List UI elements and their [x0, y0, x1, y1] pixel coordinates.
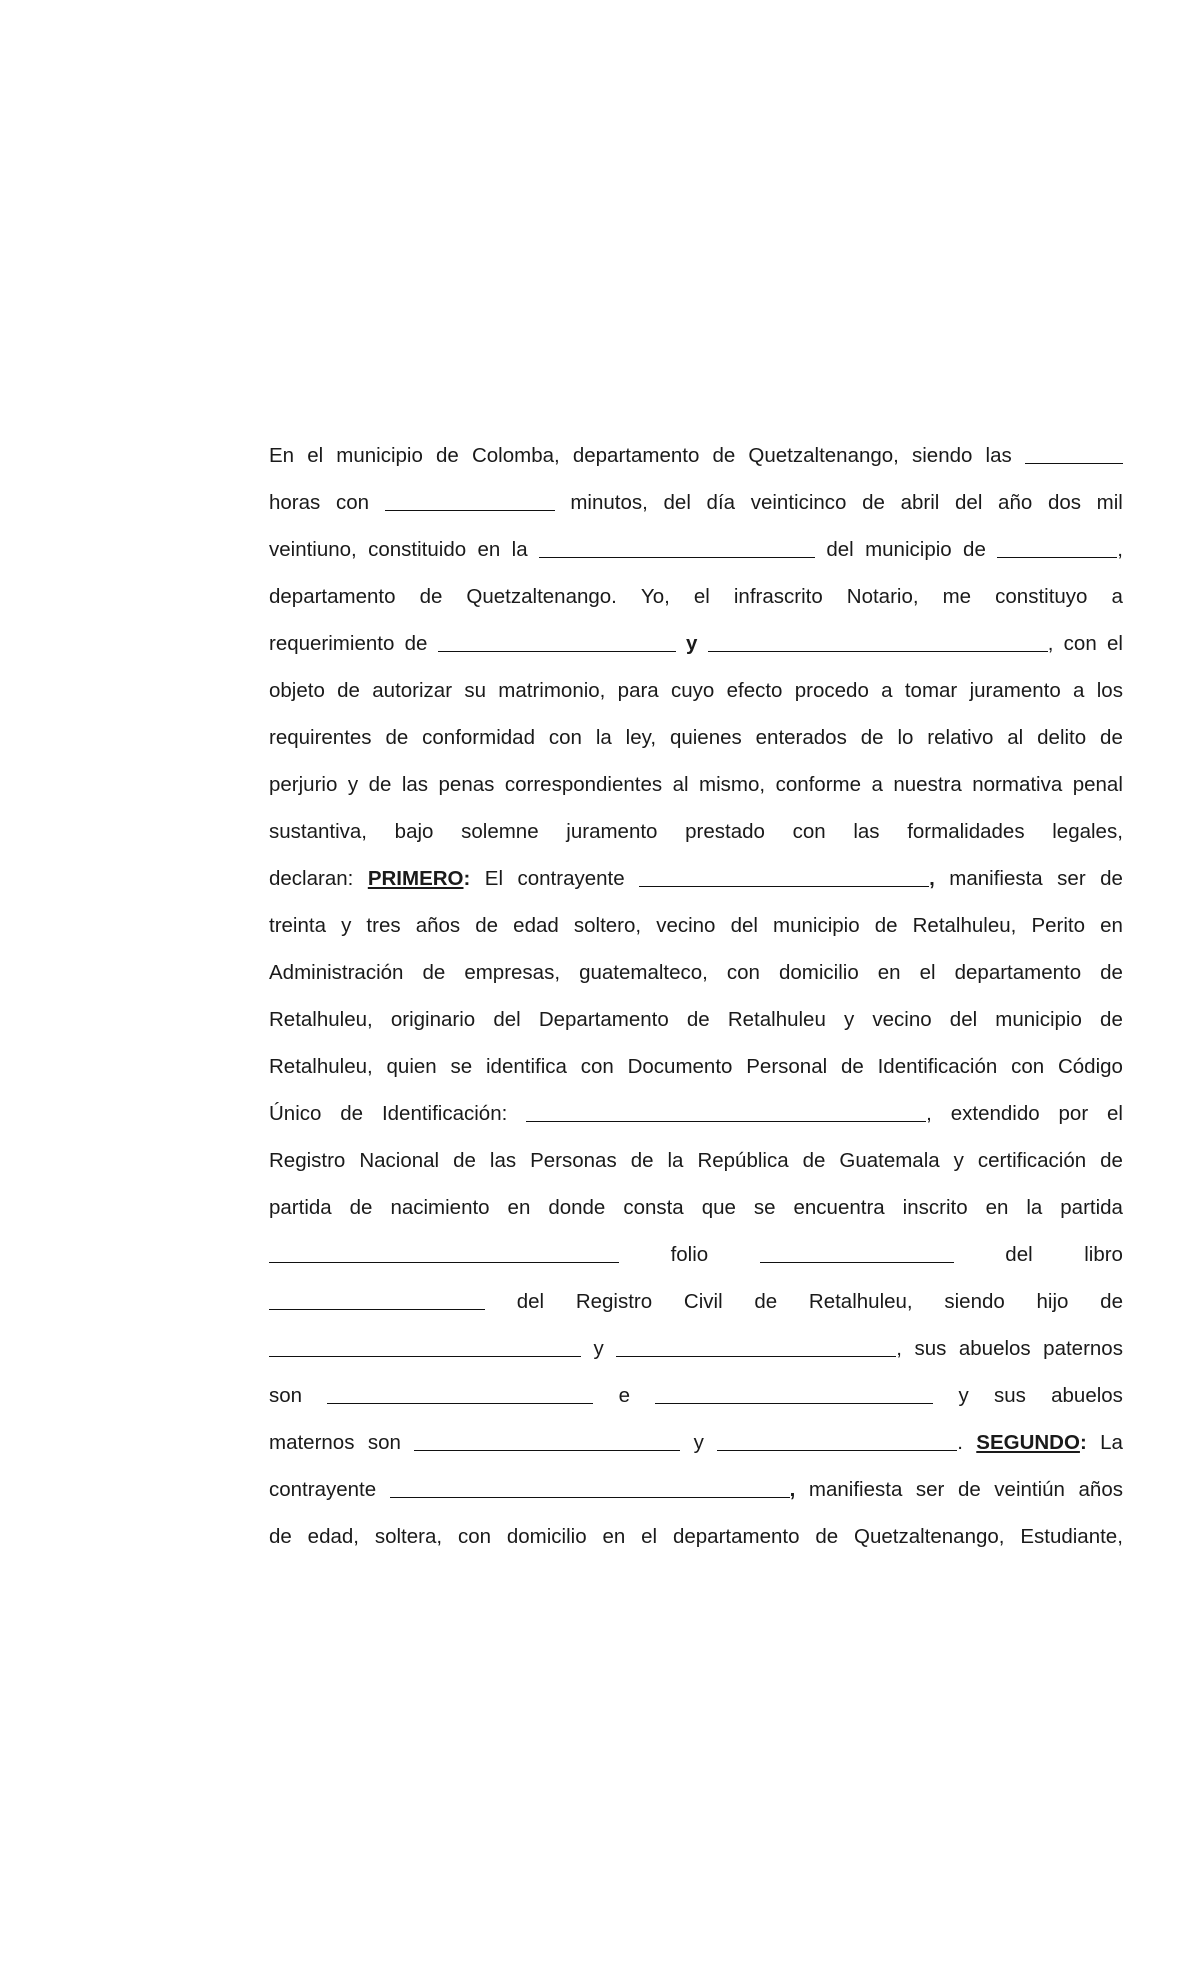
- word: maternos: [269, 1431, 355, 1454]
- word: objeto: [269, 679, 325, 702]
- word: contrayente: [517, 867, 625, 890]
- word: departamento: [954, 961, 1082, 984]
- word: para: [617, 679, 659, 702]
- word-bold: y: [686, 632, 698, 655]
- line-21: [269, 1381, 1123, 1411]
- word: ,: [926, 1102, 932, 1125]
- blank-paternal-grandfather[interactable]: [327, 1383, 593, 1404]
- blank-bride-name[interactable]: [390, 1477, 790, 1498]
- word: penal: [1072, 773, 1123, 796]
- word: Departamento: [538, 1008, 669, 1031]
- word: matrimonio,: [498, 679, 606, 702]
- word: sustantiva,: [269, 820, 367, 843]
- word: delito: [1037, 726, 1087, 749]
- word: vecino: [656, 914, 716, 937]
- blank-place[interactable]: [539, 537, 815, 558]
- blank-minutes[interactable]: [385, 490, 555, 511]
- word: La: [1100, 1431, 1123, 1454]
- blank-municipality[interactable]: [997, 537, 1117, 558]
- word: efecto: [726, 679, 783, 702]
- blank-maternal-grandmother[interactable]: [717, 1430, 957, 1451]
- word: departamento: [572, 444, 700, 467]
- word: mismo,: [699, 773, 766, 796]
- word: de: [475, 914, 499, 937]
- word: edad: [513, 914, 559, 937]
- line-12: [269, 958, 1123, 988]
- word: del: [516, 1290, 545, 1313]
- word: El: [484, 867, 504, 890]
- blank-group: [997, 535, 1123, 565]
- word: la: [595, 726, 612, 749]
- word: del: [1005, 1243, 1033, 1266]
- blank-group: [526, 1099, 932, 1129]
- word: siendo: [944, 1290, 1005, 1313]
- word: constituido: [368, 538, 467, 561]
- line-19: [269, 1287, 1123, 1317]
- word: extendido: [950, 1102, 1040, 1125]
- word: mil: [1096, 491, 1123, 514]
- word: siendo: [912, 444, 973, 467]
- word: originario: [390, 1008, 476, 1031]
- word: de: [874, 914, 898, 937]
- word: horas: [269, 491, 321, 514]
- line-14: [269, 1052, 1123, 1082]
- word: consta: [623, 1196, 684, 1219]
- word: vecino: [872, 1008, 932, 1031]
- word: correspondientes: [504, 773, 663, 796]
- word: de: [862, 491, 885, 514]
- line-4: [269, 582, 1123, 612]
- line-15: [269, 1099, 1123, 1129]
- word: Notario,: [846, 585, 919, 608]
- word: legales,: [1052, 820, 1123, 843]
- blank-partida[interactable]: [269, 1242, 619, 1263]
- word: Quetzaltenango,: [854, 1525, 1005, 1548]
- word: y: [958, 1384, 969, 1407]
- line-1: [269, 441, 1123, 471]
- word: de: [340, 1102, 364, 1125]
- section-label-primero: PRIMERO: [367, 867, 464, 890]
- blank-group: [708, 629, 1054, 659]
- word: ,: [1047, 632, 1054, 655]
- word: de: [422, 961, 446, 984]
- word: inscrito: [902, 1196, 968, 1219]
- word: hijo: [1036, 1290, 1069, 1313]
- word: de: [754, 1290, 778, 1313]
- word: conformidad: [422, 726, 535, 749]
- word: de: [630, 1149, 654, 1172]
- line-6: [269, 676, 1123, 706]
- word: formalidades: [907, 820, 1025, 843]
- line-3: [269, 535, 1123, 565]
- word: Yo,: [640, 585, 670, 608]
- blank-group: [639, 864, 935, 894]
- word-bold: ,: [789, 1478, 796, 1501]
- word: contrayente: [269, 1478, 377, 1501]
- word: que: [701, 1196, 736, 1219]
- word: a: [881, 679, 893, 702]
- word: con: [1011, 1055, 1045, 1078]
- word: conforme: [775, 773, 862, 796]
- word: domicilio: [778, 961, 859, 984]
- word: del: [730, 914, 758, 937]
- blank-folio[interactable]: [760, 1242, 954, 1263]
- word: manifiesta: [808, 1478, 903, 1501]
- word: de: [404, 632, 428, 655]
- section-label-segundo: SEGUNDO: [976, 1431, 1080, 1454]
- blank-father[interactable]: [269, 1336, 581, 1357]
- word: guatemalteco,: [579, 961, 708, 984]
- word: nuestra: [893, 773, 962, 796]
- word: con: [335, 491, 370, 514]
- heading-segundo: [976, 1428, 1086, 1458]
- word: paternos: [1043, 1337, 1123, 1360]
- word: abuelos: [958, 1337, 1031, 1360]
- line-18: [269, 1240, 1123, 1270]
- line-16: [269, 1146, 1123, 1176]
- word: prestado: [685, 820, 765, 843]
- word: folio: [670, 1243, 709, 1266]
- word: años: [415, 914, 461, 937]
- word: de: [963, 538, 986, 561]
- line-9: [269, 817, 1123, 847]
- word: de: [1100, 867, 1123, 890]
- word: municipio: [865, 538, 952, 561]
- word: las: [853, 820, 880, 843]
- word: a: [1111, 585, 1123, 608]
- word: Quetzaltenango,: [748, 444, 899, 467]
- word: nacimiento: [390, 1196, 490, 1219]
- word: en: [602, 1525, 626, 1548]
- word: manifiesta: [949, 867, 1043, 890]
- word: certificación: [977, 1149, 1087, 1172]
- word: con: [726, 961, 760, 984]
- word: de: [686, 1008, 710, 1031]
- word: con: [792, 820, 826, 843]
- line-13: [269, 1005, 1123, 1035]
- word: Documento: [627, 1055, 733, 1078]
- blank-hours[interactable]: [1025, 443, 1123, 464]
- word: República: [697, 1149, 789, 1172]
- word: solemne: [461, 820, 539, 843]
- word: quien: [386, 1055, 437, 1078]
- word: Perito: [1031, 914, 1085, 937]
- word: por: [1058, 1102, 1089, 1125]
- blank-requester-2[interactable]: [708, 631, 1048, 652]
- blank-paternal-grandmother[interactable]: [655, 1383, 933, 1404]
- word: ser: [1057, 867, 1086, 890]
- word: municipio: [336, 444, 423, 467]
- word: e: [618, 1384, 630, 1407]
- line-24: [269, 1522, 1123, 1552]
- word: tres: [366, 914, 401, 937]
- word: juramento: [566, 820, 658, 843]
- word: y: [593, 1337, 604, 1360]
- word: partida: [1060, 1196, 1123, 1219]
- line-5: [269, 629, 1123, 659]
- word: tomar: [904, 679, 958, 702]
- word: de: [1100, 1290, 1123, 1313]
- blank-groom-name[interactable]: [639, 866, 929, 887]
- word: enterados: [755, 726, 847, 749]
- word: y: [347, 773, 359, 796]
- word: edad,: [307, 1525, 359, 1548]
- word: dos: [1047, 491, 1081, 514]
- word: sus: [914, 1337, 947, 1360]
- word: veinticinco: [750, 491, 847, 514]
- word: domicilio: [506, 1525, 587, 1548]
- word: partida: [269, 1196, 332, 1219]
- blank-group: [717, 1428, 963, 1458]
- word: a: [1073, 679, 1085, 702]
- word: en: [877, 961, 901, 984]
- word: relativo: [927, 726, 994, 749]
- word: ser: [915, 1478, 945, 1501]
- word: Identificación:: [381, 1102, 508, 1125]
- word: de: [712, 444, 736, 467]
- word: .: [957, 1431, 963, 1454]
- word: constituyo: [995, 585, 1088, 608]
- word: identifica: [485, 1055, 567, 1078]
- line-20: [269, 1334, 1123, 1364]
- word: de: [436, 444, 459, 467]
- word: la: [1026, 1196, 1043, 1219]
- word: su: [464, 679, 486, 702]
- word: lo: [897, 726, 914, 749]
- heading-primero: [368, 864, 471, 894]
- word: sus: [993, 1384, 1026, 1407]
- word-bold: ,: [929, 867, 935, 890]
- line-2: [269, 488, 1123, 518]
- word: Retalhuleu,: [269, 1008, 373, 1031]
- word: Retalhuleu,: [808, 1290, 913, 1313]
- word: Guatemala: [839, 1149, 940, 1172]
- word: cuyo: [671, 679, 715, 702]
- word: Identificación: [877, 1055, 998, 1078]
- word: veintiuno,: [269, 538, 357, 561]
- line-10: [269, 864, 1123, 894]
- word: el: [919, 961, 936, 984]
- word: al: [1007, 726, 1024, 749]
- word: el: [1107, 1102, 1123, 1125]
- word: con: [580, 1055, 614, 1078]
- word: quienes: [669, 726, 742, 749]
- line-7: [269, 723, 1123, 753]
- word: las: [489, 1149, 517, 1172]
- word: Personal: [746, 1055, 828, 1078]
- word: Retalhuleu,: [269, 1055, 373, 1078]
- blank-cui[interactable]: [526, 1101, 926, 1122]
- word: las: [985, 444, 1012, 467]
- word: con: [457, 1525, 491, 1548]
- word-bold: :: [463, 867, 471, 890]
- word: de: [840, 1055, 864, 1078]
- blank-group: [616, 1334, 902, 1364]
- word: bajo: [394, 820, 434, 843]
- word: año: [998, 491, 1033, 514]
- word: encuentra: [793, 1196, 885, 1219]
- word: del: [493, 1008, 521, 1031]
- blank-libro[interactable]: [269, 1289, 485, 1310]
- word: la: [667, 1149, 684, 1172]
- word: a: [871, 773, 883, 796]
- word: Registro: [575, 1290, 653, 1313]
- word: de: [337, 679, 360, 702]
- word: abril: [900, 491, 940, 514]
- word: abuelos: [1051, 1384, 1123, 1407]
- word: Administración: [269, 961, 404, 984]
- word: procedo: [794, 679, 869, 702]
- word: En: [269, 444, 295, 467]
- word: los: [1096, 679, 1123, 702]
- word: declaran:: [269, 867, 354, 890]
- word: empresas,: [464, 961, 561, 984]
- word: soltera,: [374, 1525, 443, 1548]
- word: de: [1100, 961, 1123, 984]
- line-23: [269, 1475, 1123, 1505]
- line-22: [269, 1428, 1123, 1458]
- word: Código: [1057, 1055, 1123, 1078]
- word: Único: [269, 1102, 322, 1125]
- word: de: [269, 1525, 292, 1548]
- word-bold: :: [1079, 1431, 1087, 1454]
- word: Retalhuleu,: [912, 914, 1017, 937]
- word: con: [1063, 632, 1097, 655]
- word: de: [349, 1196, 373, 1219]
- word: Quetzaltenango.: [466, 585, 617, 608]
- word: las: [401, 773, 429, 796]
- word: con: [548, 726, 582, 749]
- word: Estudiante,: [1020, 1525, 1123, 1548]
- word: departamento: [269, 585, 396, 608]
- word: de: [368, 773, 392, 796]
- word: al: [672, 773, 689, 796]
- blank-maternal-grandfather[interactable]: [414, 1430, 680, 1451]
- word: Nacional: [359, 1149, 440, 1172]
- word: de: [860, 726, 884, 749]
- word: del: [955, 491, 983, 514]
- word: del: [663, 491, 691, 514]
- word: ,: [1117, 538, 1123, 561]
- word: de: [385, 726, 409, 749]
- word: perjurio: [269, 773, 338, 796]
- word: de: [1100, 1149, 1123, 1172]
- word: en: [985, 1196, 1009, 1219]
- word: el: [693, 585, 710, 608]
- word: años: [1078, 1478, 1123, 1501]
- word: el: [307, 444, 324, 467]
- word: de: [815, 1525, 839, 1548]
- word: el: [641, 1525, 658, 1548]
- word: treinta: [269, 914, 326, 937]
- word: municipio: [773, 914, 860, 937]
- word: del: [826, 538, 854, 561]
- word: de: [1100, 726, 1123, 749]
- word: del: [949, 1008, 978, 1031]
- word: día: [706, 491, 736, 514]
- word: Personas: [530, 1149, 617, 1172]
- blank-mother[interactable]: [616, 1336, 896, 1357]
- word: se: [450, 1055, 473, 1078]
- word: donde: [548, 1196, 606, 1219]
- word: en: [477, 538, 501, 561]
- word: requerimiento: [269, 632, 395, 655]
- word: de: [802, 1149, 826, 1172]
- word: soltero,: [573, 914, 642, 937]
- word: normativa: [972, 773, 1063, 796]
- word: son: [367, 1431, 401, 1454]
- word: libro: [1084, 1243, 1123, 1266]
- word: municipio: [995, 1008, 1082, 1031]
- line-17: [269, 1193, 1123, 1223]
- line-8: [269, 770, 1123, 800]
- word: requirentes: [269, 726, 372, 749]
- word: penas: [438, 773, 495, 796]
- word: Registro: [269, 1149, 346, 1172]
- word: minutos,: [570, 491, 648, 514]
- word: ,: [896, 1337, 902, 1360]
- word: se: [753, 1196, 776, 1219]
- word: la: [511, 538, 528, 561]
- word: en: [507, 1196, 531, 1219]
- word: de: [419, 585, 443, 608]
- word: Colomba,: [471, 444, 560, 467]
- word: de: [957, 1478, 981, 1501]
- word: y: [844, 1008, 855, 1031]
- blank-requester-1[interactable]: [438, 631, 676, 652]
- word: y: [693, 1431, 704, 1454]
- word: me: [942, 585, 972, 608]
- word: ley,: [625, 726, 657, 749]
- word: de: [1100, 1008, 1123, 1031]
- word: autorizar: [372, 679, 453, 702]
- word: infrascrito: [733, 585, 823, 608]
- word: de: [453, 1149, 476, 1172]
- word: en: [1100, 914, 1123, 937]
- line-11: [269, 911, 1123, 941]
- word: veintiún: [994, 1478, 1065, 1501]
- word: juramento: [969, 679, 1061, 702]
- word: y: [341, 914, 352, 937]
- word: son: [269, 1384, 303, 1407]
- word: el: [1107, 632, 1123, 655]
- word: Retalhuleu: [727, 1008, 826, 1031]
- word: y: [953, 1149, 964, 1172]
- word: departamento: [672, 1525, 800, 1548]
- blank-group: [390, 1475, 796, 1505]
- word: Civil: [683, 1290, 723, 1313]
